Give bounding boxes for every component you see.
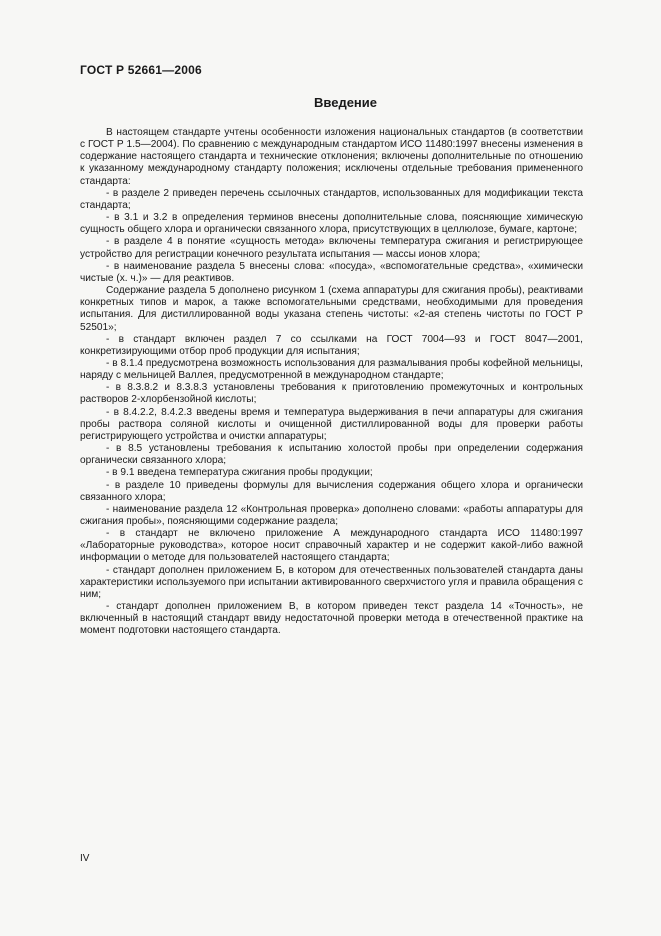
paragraph: Содержание раздела 5 дополнено рисунком 1 (схема аппаратуры для сжигания пробы), реактивами конкретных типов и марок, а также вспомогательными средствами, необходимыми для проведения испытания. Для дистиллированной воды указана степень чистоты: «2-ая степень чистоты по ГОСТ Р 52501»;	[80, 285, 583, 333]
paragraph: В настоящем стандарте учтены особенности изложения национальных стандартов (в соответствии с ГОСТ Р 1.5—2004). По сравнению с международным стандартом ИСО 11480:1997 внесены изменения в содержание настоящего стандарта и технические отклонения; включены дополнительные по отношению к указанному международному стандарту положения; исключены отдельные требования примененного стандарта:	[80, 127, 583, 187]
paragraph: - в 3.1 и 3.2 в определения терминов внесены дополнительные слова, поясняющие химическую сущность общего хлора и органически связанного хлора, присутствующих в целлюлозе, бумаге, картоне;	[80, 212, 583, 236]
paragraph: - наименование раздела 12 «Контрольная проверка» дополнено словами: «работы аппаратуры для сжигания пробы», поясняющими содержание раздела;	[80, 503, 583, 527]
paragraph: - стандарт дополнен приложением Б, в котором для отечественных пользователей стандарта даны характеристики используемого при испытании активированного сверхчистого угля и правила обращения с ним;	[80, 564, 583, 600]
paragraph: - в 8.5 установлены требования к испытанию холостой пробы при определении содержания органически связанного хлора;	[80, 443, 583, 467]
paragraph: - в наименование раздела 5 внесены слова: «посуда», «вспомогательные средства», «химически чистые (х. ч.)» — для реактивов.	[80, 260, 583, 284]
document-body	[80, 127, 583, 638]
paragraph: - в 8.1.4 предусмотрена возможность использования для размалывания пробы кофейной мельницы, наряду с мельницей Валлея, предусмотренной в международном стандарте;	[80, 357, 583, 382]
paragraph: - в разделе 10 приведены формулы для вычисления содержания общего хлора и органически связанного хлора;	[80, 479, 583, 503]
standard-header: ГОСТ Р 52661—2006	[80, 63, 202, 77]
paragraph: - в 8.4.2.2, 8.4.2.3 введены время и температура выдерживания в печи аппаратуры для сжигания пробы раствора соляной кислоты и очищенной дистиллированной воды для проверки работы регистрирующего устройства и очистки аппаратуры;	[80, 406, 583, 442]
paragraph: - в разделе 2 приведен перечень ссылочных стандартов, использованных для модификации текста стандарта;	[80, 187, 583, 211]
section-title: Введение	[314, 95, 377, 110]
paragraph: - в стандарт не включено приложение А международного стандарта ИСО 11480:1997 «Лабораторные руководства», которое носит справочный характер и не содержит какой-либо важной информации о методе для пользователей настоящего стандарта;	[80, 528, 583, 564]
paragraph: - в 9.1 введена температура сжигания пробы продукции;	[106, 467, 373, 479]
paragraph: - в разделе 4 в понятие «сущность метода» включены температура сжигания и регистрирующее устройство для регистрации конечного результата испытания — массы ионов хлора;	[80, 236, 583, 260]
page-number: IV	[80, 853, 90, 864]
paragraph: - стандарт дополнен приложением В, в котором приведен текст раздела 14 «Точность», не включенный в настоящий стандарт ввиду недостаточной проверки метода в отечественной практике на момент подготовки настоящего стандарта.	[80, 601, 583, 637]
paragraph: - в стандарт включен раздел 7 со ссылками на ГОСТ 7004—93 и ГОСТ 8047—2001, конкретизирующими отбор проб продукции для испытания;	[80, 333, 583, 357]
paragraph: - в 8.3.8.2 и 8.3.8.3 установлены требования к приготовлению промежуточных и контрольных растворов 2-хлорбензойной кислоты;	[80, 382, 583, 406]
